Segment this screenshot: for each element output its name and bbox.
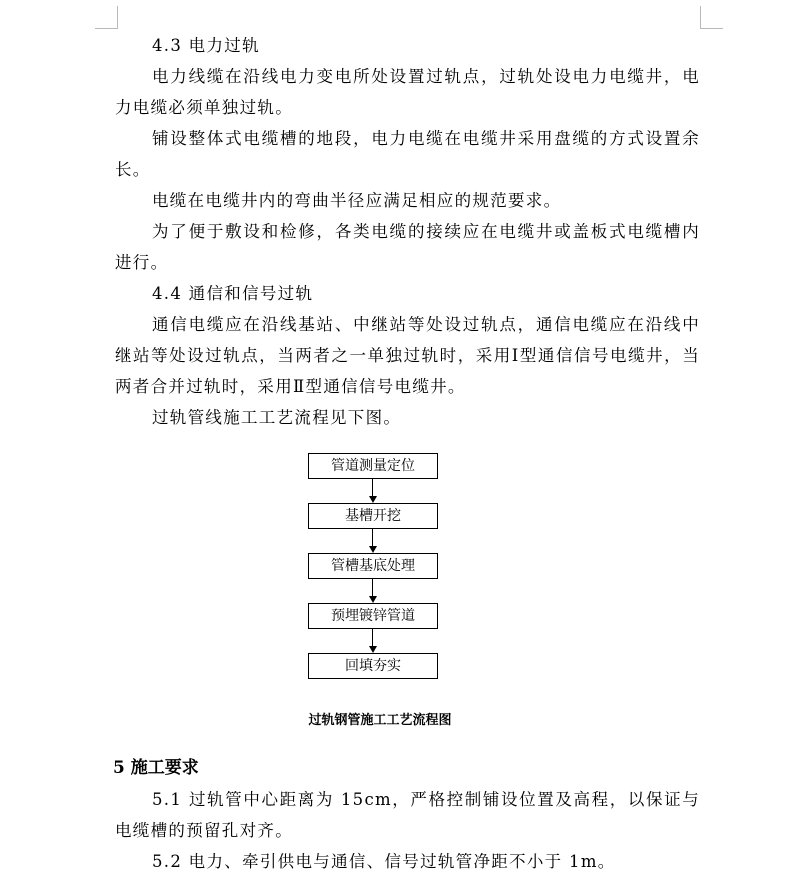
flow-step-box: 管槽基底处理 [308, 553, 438, 579]
process-flowchart [115, 453, 700, 701]
section-5-title: 5 施工要求 [113, 758, 199, 778]
flow-step-box: 基槽开挖 [308, 503, 438, 529]
paragraph: 为了便于敷设和检修，各类电缆的接续应在电缆井或盖板式电缆槽内进行。 [115, 222, 700, 272]
arrow-down-icon [369, 596, 377, 603]
paragraph: 电缆在电缆井内的弯曲半径应满足相应的规范要求。 [152, 191, 562, 210]
arrow-down-icon [369, 646, 377, 653]
document-page [115, 30, 700, 877]
paragraph: 铺设整体式电缆槽的地段，电力电缆在电缆井采用盘缆的方式设置余长。 [115, 129, 700, 179]
arrow-down-icon [369, 496, 377, 503]
paragraph: 过轨管线施工工艺流程见下图。 [152, 408, 402, 427]
paragraph: 电力线缆在沿线电力变电所处设置过轨点，过轨处设电力电缆井，电力电缆必须单独过轨。 [115, 67, 700, 117]
heading-4-3: 4.3 电力过轨 [152, 36, 260, 55]
flow-arrow-line [372, 479, 373, 496]
paragraph: 通信电缆应在沿线基站、中继站等处设过轨点，通信电缆应在沿线中继站等处设过轨点，当两者之一单独过轨时，采用Ⅰ型通信信号电缆井，当两者合并过轨时，采用Ⅱ型通信信号电缆井。 [115, 315, 700, 396]
figure-caption: 过轨钢管施工工艺流程图 [308, 713, 452, 728]
flow-step-box: 回填夯实 [308, 653, 438, 679]
flow-step-box: 预埋镀锌管道 [308, 603, 438, 629]
flow-step-box: 管道测量定位 [308, 453, 438, 479]
arrow-down-icon [369, 546, 377, 553]
paragraph: 5.1 过轨管中心距离为 15cm，严格控制铺设位置及高程，以保证与电缆槽的预留孔对齐。 [115, 790, 700, 840]
flow-arrow-line [372, 529, 373, 546]
flow-arrow-line [372, 579, 373, 596]
flow-arrow-line [372, 629, 373, 646]
paragraph: 5.2 电力、牵引供电与通信、信号过轨管净距不小于 1m。 [152, 852, 616, 871]
page-corner-mark-right [700, 6, 723, 29]
heading-4-4: 4.4 通信和信号过轨 [152, 284, 314, 303]
page-corner-mark-left [95, 6, 118, 29]
